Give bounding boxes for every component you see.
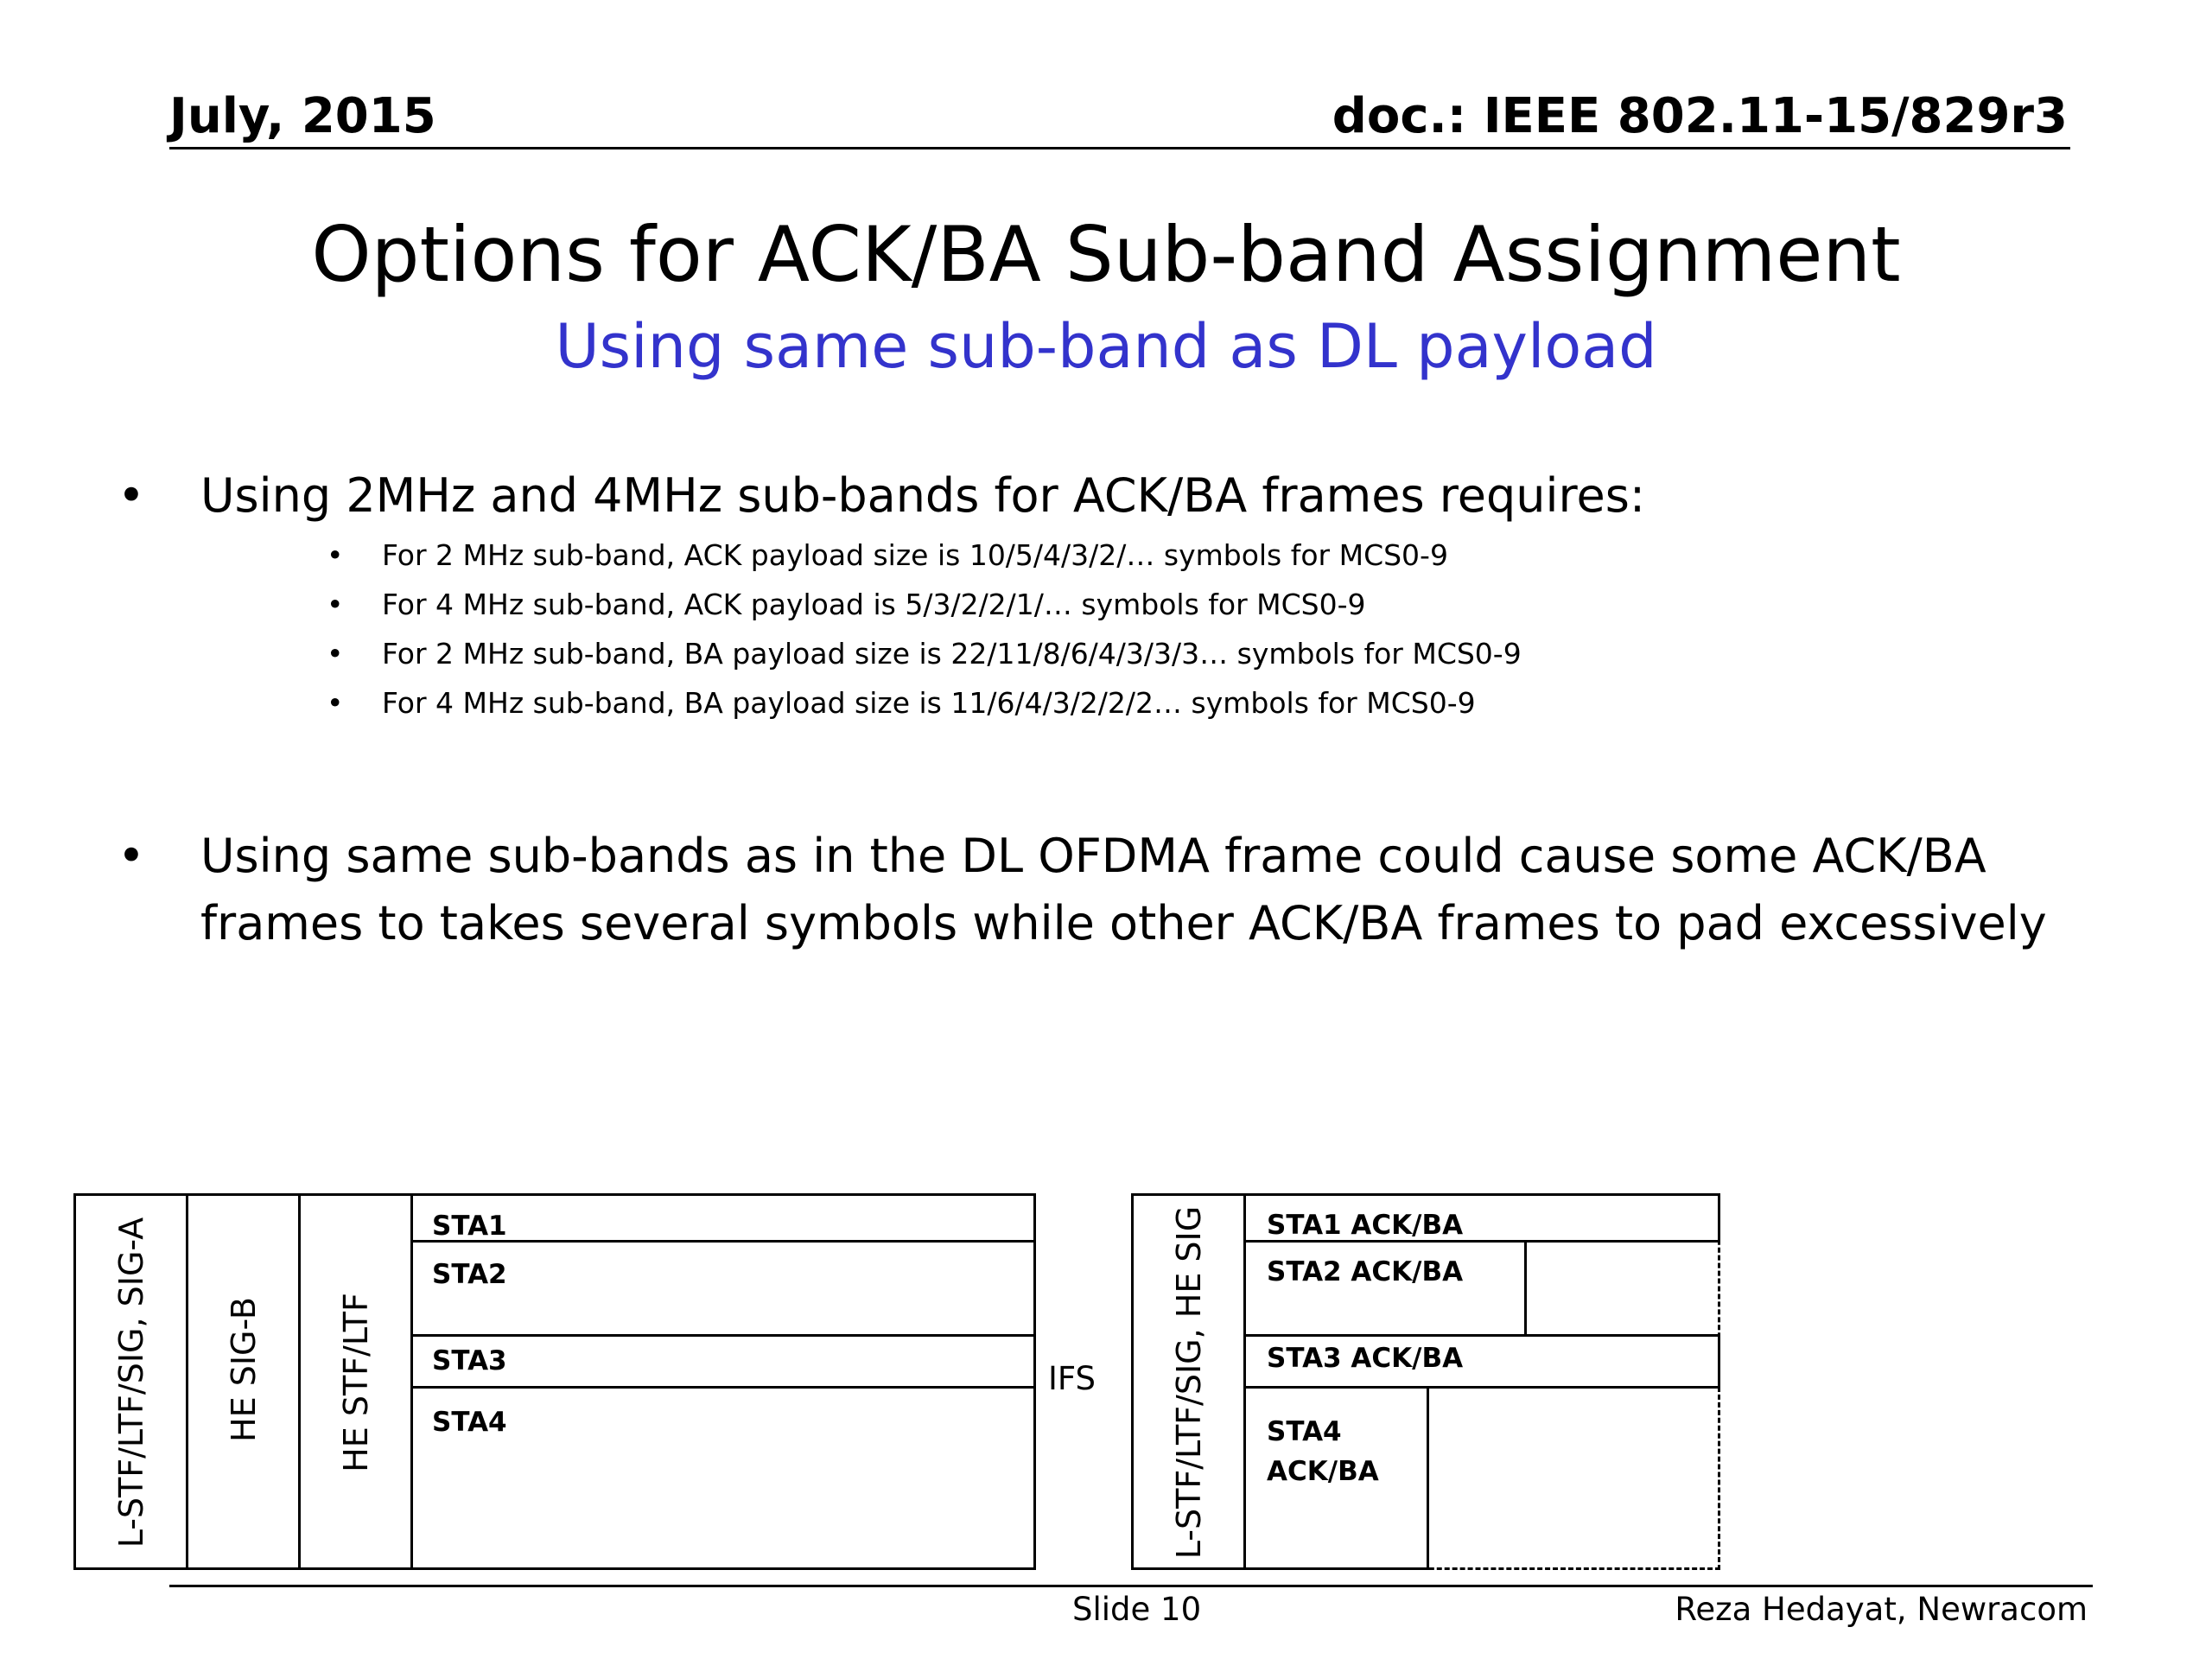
header-date: July, 2015 <box>169 88 436 144</box>
sub-bullet-4: For 4 MHz sub-band, BA payload size is 11/6/4/3/2/2/2… symbols for MCS0-9 <box>382 686 1476 720</box>
bullet-2-line-1: Using same sub-bands as in the DL OFDMA frame could cause some ACK/BA <box>200 829 1986 883</box>
sub-bullet-marker: • <box>327 538 344 572</box>
sta2-ack-ba-label: STA2 ACK/BA <box>1267 1256 1464 1287</box>
sub-bullet-marker: • <box>327 588 344 621</box>
sub-bullet-1: For 2 MHz sub-band, ACK payload size is 10/5/4/3/2/… symbols for MCS0-9 <box>382 538 1448 572</box>
sta1-ack-ba-label: STA1 ACK/BA <box>1267 1210 1464 1241</box>
ul-preamble-label: L-STF/LTF/SIG, HE SIG <box>1170 1205 1208 1560</box>
sta4-label: STA4 <box>432 1407 507 1438</box>
header-doc-number: doc.: IEEE 802.11-15/829r3 <box>1332 88 2068 144</box>
sta1-label: STA1 <box>432 1211 507 1242</box>
bullet-marker: • <box>118 468 145 523</box>
he-stf-ltf-label: HE STF/LTF <box>337 1293 375 1472</box>
sta2-label: STA2 <box>432 1259 507 1290</box>
dl-preamble-label: L-STF/LTF/SIG, SIG-A <box>112 1217 150 1548</box>
bullet-1-text: Using 2MHz and 4MHz sub-bands for ACK/BA frames requires: <box>200 468 1646 523</box>
sta4-ack-ba-label-line-2: ACK/BA <box>1267 1456 1379 1487</box>
footer-author: Reza Hedayat, Newracom <box>1675 1591 2088 1628</box>
sub-bullet-marker: • <box>327 637 344 671</box>
slide-subtitle: Using same sub-band as DL payload <box>555 311 1657 382</box>
bullet-marker: • <box>118 829 145 883</box>
footer-rule <box>169 1585 2093 1587</box>
ifs-label: IFS <box>1048 1360 1096 1397</box>
sub-bullet-3: For 2 MHz sub-band, BA payload size is 22/11/8/6/4/3/3/3… symbols for MCS0-9 <box>382 637 1522 671</box>
slide-title: Options for ACK/BA Sub-band Assignment <box>311 210 1901 299</box>
footer-slide-number: Slide 10 <box>1072 1591 1202 1628</box>
sta3-label: STA3 <box>432 1345 507 1376</box>
bullet-2-line-2: frames to takes several symbols while other ACK/BA frames to pad excessively <box>200 896 2047 950</box>
he-sig-b-label: HE SIG-B <box>225 1297 263 1442</box>
sub-bullet-marker: • <box>327 686 344 720</box>
sta3-ack-ba-label: STA3 ACK/BA <box>1267 1343 1464 1374</box>
header-rule <box>169 147 2070 149</box>
sta4-ack-ba-label-line-1: STA4 <box>1267 1416 1342 1447</box>
sub-bullet-2: For 4 MHz sub-band, ACK payload is 5/3/2/2/1/… symbols for MCS0-9 <box>382 588 1366 621</box>
